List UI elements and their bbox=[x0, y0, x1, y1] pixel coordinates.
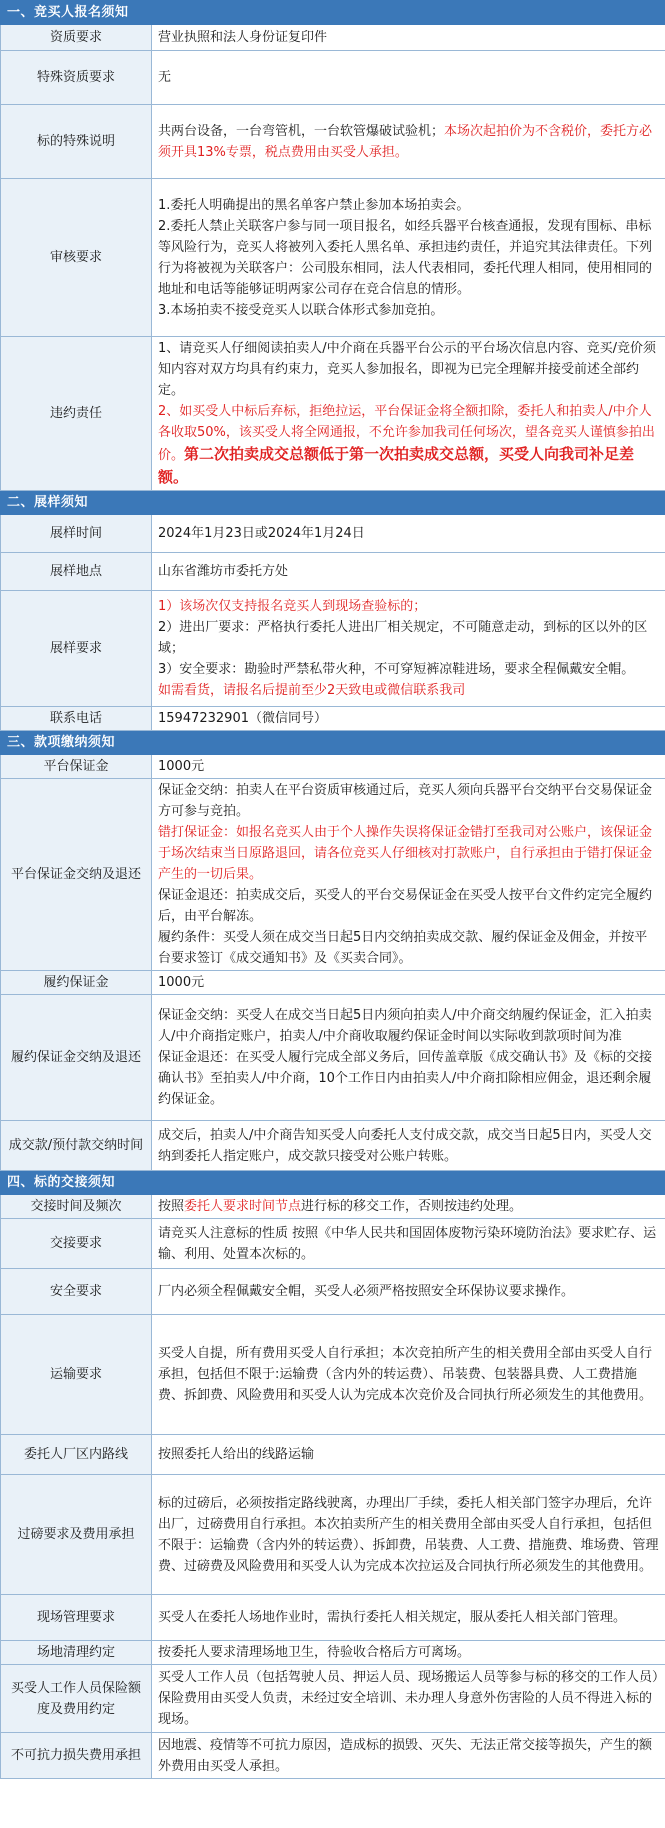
row-value bbox=[152, 779, 665, 971]
row-label: 资质要求 bbox=[1, 25, 152, 51]
row-value: 买受人自提，所有费用买受人自行承担；本次竞拍所产生的相关费用全部由买受人自行承担，包括但不限于:运输费（含内外的转运费）、吊装费、包装器具费、人工费措施费、拆卸费、风险费用和买受人认为完成本次竞价及合同执行所必须发生的其他费用。 bbox=[152, 1315, 665, 1435]
row-special-notes bbox=[1, 105, 665, 179]
row-viewing-location bbox=[1, 553, 665, 591]
row-label: 买受人工作人员保险额度及费用约定 bbox=[1, 1665, 152, 1733]
row-value: 买受人在委托人场地作业时，需执行委托人相关规定，服从委托人相关部门管理。 bbox=[152, 1595, 665, 1641]
row-value: 因地震、疫情等不可抗力原因，造成标的损毁、灭失、无法正常交接等损失，产生的额外费用由买受人承担。 bbox=[152, 1733, 665, 1779]
row-label: 平台保证金交纳及退还 bbox=[1, 779, 152, 971]
row-value bbox=[152, 337, 665, 491]
row-value bbox=[152, 995, 665, 1121]
row-label: 交接时间及频次 bbox=[1, 1195, 152, 1219]
row-value: 请竞买人注意标的性质 按照《中华人民共和国固体废物污染环境防治法》要求贮存、运输、利用、处置本次标的。 bbox=[152, 1219, 665, 1269]
row-value: 厂内必须全程佩戴安全帽，买受人必须严格按照安全环保协议要求操作。 bbox=[152, 1269, 665, 1315]
row-value bbox=[152, 105, 665, 179]
row-label: 履约保证金交纳及退还 bbox=[1, 995, 152, 1121]
section-title: 四、标的交接须知 bbox=[1, 1171, 665, 1195]
row-breach-liability bbox=[1, 337, 665, 491]
deposit-payment: 保证金交纳：拍卖人在平台资质审核通过后，竞买人须向兵器平台交纳平台交易保证金方可参与竞拍。 bbox=[158, 783, 653, 819]
row-label: 现场管理要求 bbox=[1, 1595, 152, 1641]
section-title: 一、竞买人报名须知 bbox=[1, 1, 665, 25]
viewing-item-1: 1）该场次仅支持报名竞买人到现场查验标的； bbox=[158, 599, 427, 614]
viewing-contact-note: 如需看货，请报名后提前至少2天致电或微信联系我司 bbox=[158, 683, 466, 698]
row-value: 1000元 bbox=[152, 755, 665, 779]
section-header-registration bbox=[1, 1, 665, 25]
viewing-item-2: 2）进出厂要求：严格执行委托人进出厂相关规定，不可随意走动，到标的区以外的区域； bbox=[158, 620, 648, 656]
row-label: 场地清理约定 bbox=[1, 1641, 152, 1665]
handover-node: 委托人要求时间节点 bbox=[184, 1199, 302, 1214]
row-viewing-time bbox=[1, 515, 665, 553]
row-site-cleanup bbox=[1, 1641, 665, 1665]
row-site-management bbox=[1, 1595, 665, 1641]
row-value bbox=[152, 1195, 665, 1219]
row-special-qualification bbox=[1, 51, 665, 105]
deposit-refund: 保证金退还：拍卖成交后，买受人的平台交易保证金在买受人按平台文件约定完全履约后，由平台解冻。 bbox=[158, 888, 653, 924]
row-value bbox=[152, 591, 665, 707]
row-label: 展样要求 bbox=[1, 591, 152, 707]
row-label: 不可抗力损失费用承担 bbox=[1, 1733, 152, 1779]
review-item-1: 1.委托人明确提出的黑名单客户禁止参加本场拍卖会。 bbox=[158, 197, 470, 213]
row-label: 展样时间 bbox=[1, 515, 152, 553]
row-value: 标的过磅后，必须按指定路线驶离，办理出厂手续，委托人相关部门签字办理后，允许出厂，过磅费用自行承担。本次拍卖所产生的相关费用全部由买受人自行承担，包括但不限于：运输费（含内外的转运费）、拆卸费，吊装费、人工费、措施费、堆场费、管理费、过磅费及风险费用和买受人认为完成本次拉运及合同执行所必须发生的其他费用。 bbox=[152, 1475, 665, 1595]
row-value: 按委托人要求清理场地卫生，待验收合格后方可离场。 bbox=[152, 1641, 665, 1665]
row-performance-deposit-rules bbox=[1, 995, 665, 1121]
row-label: 特殊资质要求 bbox=[1, 51, 152, 105]
row-label: 履约保证金 bbox=[1, 971, 152, 995]
row-label: 委托人厂区内路线 bbox=[1, 1435, 152, 1475]
row-transaction-payment-time bbox=[1, 1121, 665, 1171]
handover-text-c: 进行标的移交工作，否则按违约处理。 bbox=[301, 1199, 523, 1214]
performance-condition: 履约条件：买受人须在成交当日起5日内交纳拍卖成交款、履约保证金及佣金，并按平台要求签订《成交通知书》及《买卖合同》。 bbox=[158, 930, 648, 966]
row-contact-phone bbox=[1, 707, 665, 731]
row-weighing-costs bbox=[1, 1475, 665, 1595]
row-label: 违约责任 bbox=[1, 337, 152, 491]
row-label: 成交款/预付款交纳时间 bbox=[1, 1121, 152, 1171]
row-safety-requirements bbox=[1, 1269, 665, 1315]
row-review-requirements bbox=[1, 179, 665, 337]
row-force-majeure bbox=[1, 1733, 665, 1779]
review-item-2: 2.委托人禁止关联客户参与同一项目报名，如经兵器平台核查通报，发现有围标、串标等风险行为，竞买人将被列入委托人黑名单、承担违约责任，并追究其法律责任。下列行为将被视为关联客户：公司股东相同，法人代表相同，委托代理人相同，使用相同的地址和电话等能够证明两家公司存在竞合信息的情形。 bbox=[158, 218, 653, 297]
row-value: 无 bbox=[152, 51, 665, 105]
notes-tax-warning: 本场次起拍价为不含税价，委托方必须开具13%专票，税点费用由买受人承担。 bbox=[158, 123, 653, 160]
row-value: 买受人工作人员（包括驾驶人员、押运人员、现场搬运人员等参与标的移交的工作人员）保险费用由买受人负责，未经过安全培训、未办理人身意外伤害险的人员不得进入标的现场。 bbox=[152, 1665, 665, 1733]
row-value bbox=[152, 179, 665, 337]
row-viewing-requirements bbox=[1, 591, 665, 707]
row-platform-deposit bbox=[1, 755, 665, 779]
row-value: 1000元 bbox=[152, 971, 665, 995]
row-label: 标的特殊说明 bbox=[1, 105, 152, 179]
row-label: 安全要求 bbox=[1, 1269, 152, 1315]
section-title: 三、款项缴纳须知 bbox=[1, 731, 665, 755]
liability-item-2: 2、如买受人中标后弃标，拒绝拉运，平台保证金将全额扣除，委托人和拍卖人/中介人各收取50%，该买受人将全网通报，不允许参加我司任何场次，望各竞买人谨慎参拍出价。 bbox=[158, 404, 655, 463]
section-title: 二、展样须知 bbox=[1, 491, 665, 515]
row-value: 营业执照和法人身份证复印件 bbox=[152, 25, 665, 51]
viewing-item-3: 3）安全要求：勘验时严禁私带火种，不可穿短裤凉鞋进场，要求全程佩戴安全帽。 bbox=[158, 662, 635, 677]
row-label: 过磅要求及费用承担 bbox=[1, 1475, 152, 1595]
deposit-misdirected: 错打保证金：如报名竞买人由于个人操作失误将保证金错打至我司对公账户，该保证金于场次结束当日原路退回，请各位竞买人仔细核对打款账户，自行承担由于错打保证金产生的一切后果。 bbox=[158, 825, 653, 882]
performance-payment: 保证金交纳：买受人在成交当日起5日内须向拍卖人/中介商交纳履约保证金，汇入拍卖人/中介商指定账户，拍卖人/中介商收取履约保证金时间以实际收到款项时间为准 bbox=[158, 1008, 652, 1044]
row-transport-requirements bbox=[1, 1315, 665, 1435]
row-value: 2024年1月23日或2024年1月24日 bbox=[152, 515, 665, 553]
row-platform-deposit-rules bbox=[1, 779, 665, 971]
row-handover-requirements bbox=[1, 1219, 665, 1269]
review-item-3: 3.本场拍卖不接受竞买人以联合体形式参加竞拍。 bbox=[158, 302, 444, 318]
row-performance-deposit bbox=[1, 971, 665, 995]
row-label: 平台保证金 bbox=[1, 755, 152, 779]
row-value: 山东省潍坊市委托方处 bbox=[152, 553, 665, 591]
row-handover-time bbox=[1, 1195, 665, 1219]
section-header-viewing bbox=[1, 491, 665, 515]
row-label: 联系电话 bbox=[1, 707, 152, 731]
handover-text-a: 按照 bbox=[158, 1199, 185, 1214]
row-label: 展样地点 bbox=[1, 553, 152, 591]
row-worker-insurance bbox=[1, 1665, 665, 1733]
row-label: 交接要求 bbox=[1, 1219, 152, 1269]
section-header-handover bbox=[1, 1171, 665, 1195]
contact-phone-number: 15947232901（微信同号） bbox=[152, 707, 665, 731]
row-label: 审核要求 bbox=[1, 179, 152, 337]
liability-item-1: 1、请竞买人仔细阅读拍卖人/中介商在兵器平台公示的平台场次信息内容、竞买/竞价须知内容对双方均具有约束力，竞买人参加报名，即视为已完全理解并接受前述全部约定。 bbox=[158, 341, 657, 398]
row-value: 成交后，拍卖人/中介商告知买受人向委托人支付成交款，成交当日起5日内，买受人交纳到委托人指定账户，成交款只接受对公账户转账。 bbox=[152, 1121, 665, 1171]
row-label: 运输要求 bbox=[1, 1315, 152, 1435]
notes-text: 共两台设备，一台弯管机，一台软管爆破试验机； bbox=[158, 123, 445, 139]
liability-shortfall: 第二次拍卖成交总额低于第一次拍卖成交总额，买受人向我司补足差额。 bbox=[158, 445, 635, 486]
row-factory-route bbox=[1, 1435, 665, 1475]
performance-refund: 保证金退还：在买受人履行完成全部义务后，回传盖章版《成交确认书》及《标的交接确认书》至拍卖人/中介商，10个工作日内由拍卖人/中介商扣除相应佣金，退还剩余履约保证金。 bbox=[158, 1050, 653, 1107]
row-value: 按照委托人给出的线路运输 bbox=[152, 1435, 665, 1475]
section-header-payment bbox=[1, 731, 665, 755]
row-qualification bbox=[1, 25, 665, 51]
